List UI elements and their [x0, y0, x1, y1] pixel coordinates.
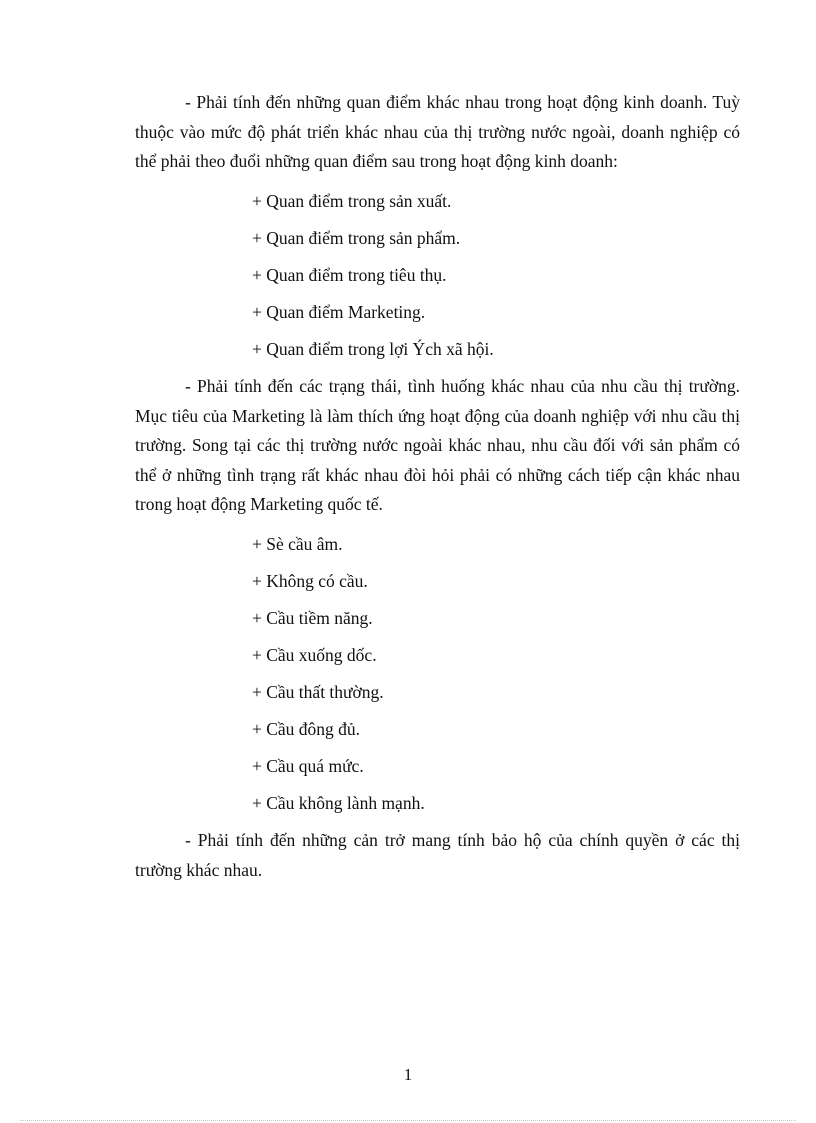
- list-item: + Quan điểm Marketing.: [252, 301, 426, 322]
- perspectives-list: [135, 187, 740, 365]
- list-item: + Cầu xuống dốc.: [252, 644, 377, 665]
- page-number: 1: [403, 1065, 413, 1084]
- list-item: + Cầu quá mức.: [252, 755, 364, 776]
- list-item: + Quan điểm trong tiêu thụ.: [252, 264, 447, 285]
- list-item: + Quan điểm trong sản xuất.: [252, 190, 452, 211]
- page-bottom-divider: [20, 1120, 796, 1121]
- list-item: + Quan điểm trong lợi Ých xã hội.: [252, 338, 494, 359]
- list-item: + Quan điểm trong sản phẩm.: [252, 227, 461, 248]
- demand-states-list: [135, 530, 740, 819]
- paragraph-business-perspectives: - Phải tính đến những quan điểm khác nhau trong hoạt động kinh doanh. Tuỳ thuộc vào mức độ phát triển khác nhau của thị trường nước ngoài, doanh nghiệp có thể phải theo đuổi những quan điểm sau trong hoạt động kinh doanh:: [135, 92, 740, 171]
- paragraph-protection-barriers: - Phải tính đến những cản trở mang tính bảo hộ của chính quyền ở các thị trường khác nhau.: [135, 830, 740, 880]
- list-item: + Cầu thất thường.: [252, 681, 384, 702]
- list-item: + Không có cầu.: [252, 570, 368, 591]
- list-item: + Cầu không lành mạnh.: [252, 792, 425, 813]
- list-item: + Cầu đông đủ.: [252, 718, 361, 739]
- paragraph-demand-states: - Phải tính đến các trạng thái, tình huống khác nhau của nhu cầu thị trường. Mục tiêu của Marketing là làm thích ứng hoạt động của doanh nghiệp với nhu cầu thị trường. Song tại các thị trường nước ngoài khác nhau, nhu cầu đối với sản phẩm có thể ở những tình trạng rất khác nhau đòi hỏi phải có những cách tiếp cận khác nhau trong hoạt động Marketing quốc tế.: [135, 376, 740, 514]
- page-content: [135, 88, 740, 895]
- list-item: + Cầu tiềm năng.: [252, 607, 373, 628]
- list-item: + Sè cầu âm.: [252, 533, 343, 554]
